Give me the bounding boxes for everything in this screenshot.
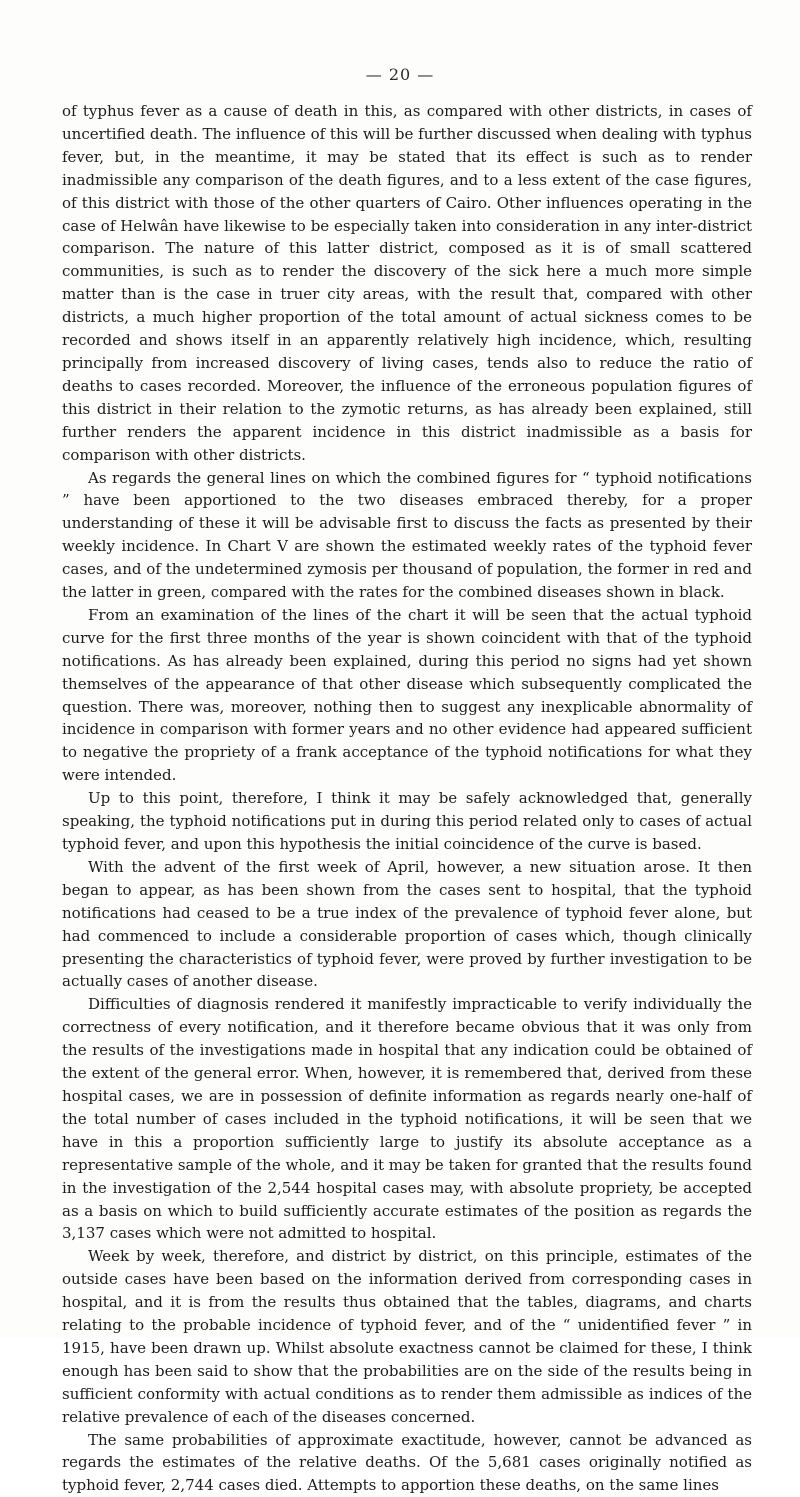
paragraph: The same probabilities of approximate exactitude, however, cannot be advanced as regards the estimates of the relative deaths. Of the 5,681 cases originally notified as typhoid fever, 2,744 cases died. Attempts to apportion these deaths, on the same lines bbox=[62, 1430, 752, 1495]
paragraph: of typhus fever as a cause of death in this, as compared with other districts, in cases of uncertified death. The influence of this will be further discussed when dealing with typhus fever, but, in the meantime, it may be stated that its effect is such as to render inadmissible any comparison of the death figures, and to a less extent of the case figures, of this district with those of the other quarters of Cairo. Other influences operating in the case of Helwân have likewise to be especially taken into consideration in any inter-district comparison. The nature of this latter district, composed as it is of small scattered communities, is such as to render the discovery of the sick here a much more simple matter than is the case in truer city areas, with the result that, compared with other districts, a much higher proportion of the total amount of actual sickness comes to be recorded and shows itself in an apparently relatively high incidence, which, resulting principally from increased discovery of living cases, tends also to reduce the ratio of deaths to cases recorded. Moreover, the influence of the erroneous population figures of this district in their relation to the zymotic returns, as has already been explained, still further renders the apparent incidence in this district inadmissible as a basis for comparison with other districts. bbox=[62, 102, 752, 464]
paragraph: Up to this point, therefore, I think it may be safely acknowledged that, generally speaking, the typhoid notifications put in during this period related only to cases of actual typhoid fever, and upon this hypothesis the initial coincidence of the curve is based. bbox=[62, 789, 752, 853]
paragraph: From an examination of the lines of the chart it will be seen that the actual typhoid curve for the first three months of the year is shown coincident with that of the typhoid notifications. As has already been explained, during this period no signs had yet shown themselves of the appearance of that other disease which subsequently complicated the question. There was, moreover, nothing then to suggest any inexplicable abnormality of incidence in comparison with former years and no other evidence had appeared sufficient to negative the propriety of a frank acceptance of the typhoid notifications for what they were intended. bbox=[62, 605, 752, 785]
paragraph: Week by week, therefore, and district by district, on this principle, estimates of the outside cases have been based on the information derived from corresponding cases in hospital, and it is from the results thus obtained that the tables, diagrams, and charts relating to the probable incidence of typhoid fever, and of the “ unidentified fever ” in 1915, have been drawn up. Whilst absolute exactness cannot be claimed for these, I think enough has been said to show that the probabilities are on the side of the results being in sufficient conformity with actual conditions as to render them admissible as indices of the relative prevalence of each of the diseases concerned. bbox=[62, 1247, 752, 1426]
paragraph: With the advent of the first week of April, however, a new situation arose. It then began to appear, as has been shown from the cases sent to hospital, that the typhoid notifications had ceased to be a true index of the prevalence of typhoid fever alone, but had commenced to include a considerable proportion of cases which, though clinically presenting the characteristics of typhoid fever, were proved by further investigation to be actually cases of another disease. bbox=[62, 857, 752, 991]
page-number: — 20 — bbox=[365, 65, 435, 84]
body-text bbox=[62, 100, 752, 1497]
paragraph: As regards the general lines on which the combined figures for “ typhoid notifications ” have been apportioned to the two diseases embraced thereby, for a proper understanding of these it will be advisable first to discuss the facts as presented by their weekly incidence. In Chart V are shown the estimated weekly rates of the typhoid fever cases, and of the undetermined zymosis per thousand of population, the former in red and the latter in green, compared with the rates for the combined diseases shown in black. bbox=[62, 468, 752, 602]
paragraph: Difficulties of diagnosis rendered it manifestly impracticable to verify individually the correctness of every notification, and it therefore became obvious that it was only from the results of the investigations made in hospital that any indication could be obtained of the extent of the general error. When, however, it is remembered that, derived from these hospital cases, we are in possession of definite information as regards nearly one-half of the total number of cases included in the typhoid notifications, it will be seen that we have in this a proportion sufficiently large to justify its absolute acceptance as a representative sample of the whole, and it may be taken for granted that the results found in the investigation of the 2,544 hospital cases may, with absolute propriety, be accepted as a basis on which to build sufficiently accurate estimates of the position as regards the 3,137 cases which were not admitted to hospital. bbox=[62, 995, 752, 1243]
